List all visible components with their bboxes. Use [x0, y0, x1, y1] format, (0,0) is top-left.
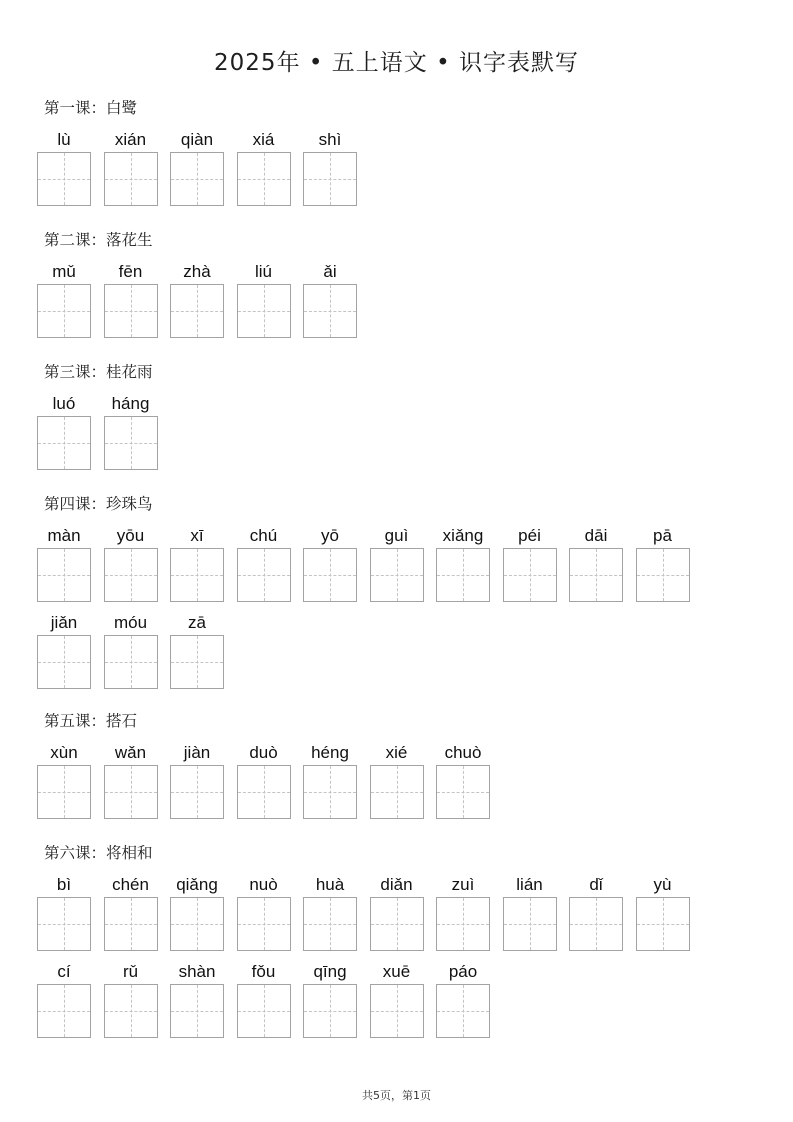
writing-box[interactable] — [37, 765, 91, 819]
character-cell — [37, 741, 91, 819]
character-cell — [104, 524, 158, 602]
character-cell — [104, 260, 158, 338]
pinyin-label: xī — [190, 526, 204, 545]
character-cell — [303, 741, 357, 819]
writing-box[interactable] — [237, 984, 291, 1038]
pinyin-label: yù — [653, 875, 672, 894]
pinyin-label: lù — [57, 130, 71, 149]
pinyin-label: móu — [113, 613, 148, 632]
writing-box[interactable] — [237, 548, 291, 602]
character-cell — [170, 524, 224, 602]
writing-box[interactable] — [303, 152, 357, 206]
character-cell — [303, 524, 357, 602]
character-cell — [37, 873, 91, 951]
pinyin-label: páo — [448, 962, 478, 981]
character-cell — [436, 960, 490, 1038]
writing-box[interactable] — [370, 897, 424, 951]
character-cell — [170, 873, 224, 951]
pinyin-label: fēn — [118, 262, 143, 281]
lesson-title: 第四课：珍珠鸟 — [44, 495, 153, 513]
pinyin-label: luó — [52, 394, 76, 413]
writing-box[interactable] — [569, 548, 623, 602]
page-footer: 共5页，第1页 — [362, 1089, 431, 1102]
writing-box[interactable] — [303, 548, 357, 602]
writing-box[interactable] — [170, 897, 224, 951]
lesson-title: 第一课：白鹭 — [44, 99, 138, 117]
character-cell — [37, 611, 91, 689]
writing-box[interactable] — [37, 984, 91, 1038]
pinyin-label: ǎi — [323, 262, 337, 281]
pinyin-label: shàn — [178, 962, 216, 981]
pinyin-label: xié — [385, 743, 408, 762]
character-cell — [104, 741, 158, 819]
pinyin-label: xiǎng — [442, 526, 484, 545]
writing-box[interactable] — [104, 984, 158, 1038]
page-title: 2025年 • 五上语文 • 识字表默写 — [214, 50, 579, 76]
writing-box[interactable] — [37, 416, 91, 470]
character-cell — [303, 260, 357, 338]
writing-box[interactable] — [303, 897, 357, 951]
character-cell — [436, 873, 490, 951]
character-cell — [104, 392, 158, 470]
character-cell — [370, 873, 424, 951]
pinyin-label: dāi — [584, 526, 608, 545]
character-cell — [37, 392, 91, 470]
writing-box[interactable] — [303, 284, 357, 338]
pinyin-label: péi — [518, 526, 541, 545]
pinyin-label: wǎn — [114, 743, 147, 762]
character-cell — [104, 960, 158, 1038]
lesson-title: 第五课：搭石 — [44, 712, 138, 730]
writing-box[interactable] — [37, 548, 91, 602]
character-cell — [104, 128, 158, 206]
character-cell — [104, 611, 158, 689]
character-cell — [104, 873, 158, 951]
writing-box[interactable] — [104, 548, 158, 602]
character-grid — [37, 741, 767, 819]
pinyin-label: guì — [384, 526, 409, 545]
character-cell — [436, 741, 490, 819]
writing-box[interactable] — [104, 416, 158, 470]
pinyin-label: héng — [311, 743, 349, 762]
pinyin-label: bì — [56, 875, 72, 894]
writing-box[interactable] — [237, 152, 291, 206]
pinyin-label: mǔ — [52, 262, 76, 281]
character-cell — [37, 128, 91, 206]
pinyin-label: xián — [114, 130, 147, 149]
pinyin-label: chén — [112, 875, 149, 894]
pinyin-label: yōu — [116, 526, 145, 545]
pinyin-label: xiá — [252, 130, 275, 149]
writing-box[interactable] — [636, 897, 690, 951]
character-cell — [636, 524, 690, 602]
pinyin-label: zhà — [183, 262, 211, 281]
character-cell — [503, 524, 557, 602]
writing-box[interactable] — [569, 897, 623, 951]
writing-box[interactable] — [303, 984, 357, 1038]
character-cell — [170, 611, 224, 689]
lesson-title: 第六课：将相和 — [44, 844, 153, 862]
writing-box[interactable] — [370, 984, 424, 1038]
character-cell — [569, 873, 623, 951]
character-cell — [303, 128, 357, 206]
lesson-title: 第三课：桂花雨 — [44, 363, 153, 381]
pinyin-label: jiàn — [183, 743, 211, 762]
pinyin-label: liú — [254, 262, 272, 281]
pinyin-label: lián — [516, 875, 543, 894]
writing-box[interactable] — [436, 897, 490, 951]
pinyin-label: zuì — [451, 875, 475, 894]
character-cell — [503, 873, 557, 951]
character-cell — [170, 260, 224, 338]
character-grid — [37, 128, 767, 206]
writing-box[interactable] — [37, 635, 91, 689]
character-cell — [237, 260, 291, 338]
writing-box[interactable] — [170, 548, 224, 602]
writing-box[interactable] — [104, 284, 158, 338]
pinyin-label: pā — [653, 526, 672, 545]
character-cell — [370, 741, 424, 819]
pinyin-label: màn — [47, 526, 81, 545]
writing-box[interactable] — [503, 897, 557, 951]
character-cell — [370, 524, 424, 602]
character-cell — [237, 873, 291, 951]
pinyin-label: zā — [188, 613, 206, 632]
character-grid — [37, 392, 767, 470]
character-cell — [237, 524, 291, 602]
writing-box[interactable] — [436, 984, 490, 1038]
pinyin-label: jiǎn — [50, 613, 78, 632]
character-grid — [37, 260, 767, 338]
writing-box[interactable] — [104, 635, 158, 689]
character-cell — [170, 741, 224, 819]
pinyin-label: nuò — [249, 875, 278, 894]
character-cell — [237, 128, 291, 206]
pinyin-label: qiǎng — [176, 875, 218, 894]
pinyin-label: dǐ — [589, 875, 603, 894]
character-grid — [37, 524, 767, 689]
writing-box[interactable] — [237, 284, 291, 338]
pinyin-label: xùn — [50, 743, 78, 762]
lesson-title: 第二课：落花生 — [44, 231, 153, 249]
writing-box[interactable] — [170, 284, 224, 338]
character-cell — [303, 960, 357, 1038]
writing-box[interactable] — [436, 548, 490, 602]
pinyin-label: fǒu — [251, 962, 276, 981]
pinyin-label: duò — [249, 743, 278, 762]
character-cell — [636, 873, 690, 951]
writing-box[interactable] — [170, 152, 224, 206]
lesson-4 — [37, 492, 767, 689]
lesson-1 — [37, 96, 767, 206]
pinyin-label: huà — [315, 875, 345, 894]
character-cell — [569, 524, 623, 602]
pinyin-label: qiàn — [180, 130, 214, 149]
pinyin-label: háng — [111, 394, 150, 413]
character-cell — [237, 960, 291, 1038]
writing-box[interactable] — [370, 548, 424, 602]
lesson-2 — [37, 228, 767, 338]
lesson-6 — [37, 841, 767, 1038]
character-cell — [237, 741, 291, 819]
pinyin-label: yō — [321, 526, 339, 545]
pinyin-label: shì — [318, 130, 342, 149]
character-grid — [37, 873, 767, 1038]
writing-box[interactable] — [37, 284, 91, 338]
character-cell — [303, 873, 357, 951]
pinyin-label: diǎn — [380, 875, 413, 894]
writing-box[interactable] — [170, 984, 224, 1038]
pinyin-label: rǔ — [122, 962, 139, 981]
writing-box[interactable] — [104, 897, 158, 951]
writing-box[interactable] — [237, 897, 291, 951]
lesson-5 — [37, 709, 767, 819]
pinyin-label: chú — [249, 526, 278, 545]
character-cell — [37, 960, 91, 1038]
character-cell — [170, 960, 224, 1038]
writing-box[interactable] — [503, 548, 557, 602]
writing-box[interactable] — [37, 152, 91, 206]
lesson-3 — [37, 360, 767, 470]
character-cell — [170, 128, 224, 206]
writing-box[interactable] — [37, 897, 91, 951]
character-cell — [370, 960, 424, 1038]
writing-box[interactable] — [170, 635, 224, 689]
writing-box[interactable] — [104, 152, 158, 206]
writing-box[interactable] — [370, 765, 424, 819]
pinyin-label: qīng — [313, 962, 347, 981]
pinyin-label: cí — [57, 962, 71, 981]
writing-box[interactable] — [636, 548, 690, 602]
character-cell — [436, 524, 490, 602]
character-cell — [37, 524, 91, 602]
writing-box[interactable] — [237, 765, 291, 819]
writing-box[interactable] — [303, 765, 357, 819]
pinyin-label: chuò — [444, 743, 482, 762]
writing-box[interactable] — [436, 765, 490, 819]
character-cell — [37, 260, 91, 338]
writing-box[interactable] — [104, 765, 158, 819]
pinyin-label: xuē — [382, 962, 411, 981]
writing-box[interactable] — [170, 765, 224, 819]
